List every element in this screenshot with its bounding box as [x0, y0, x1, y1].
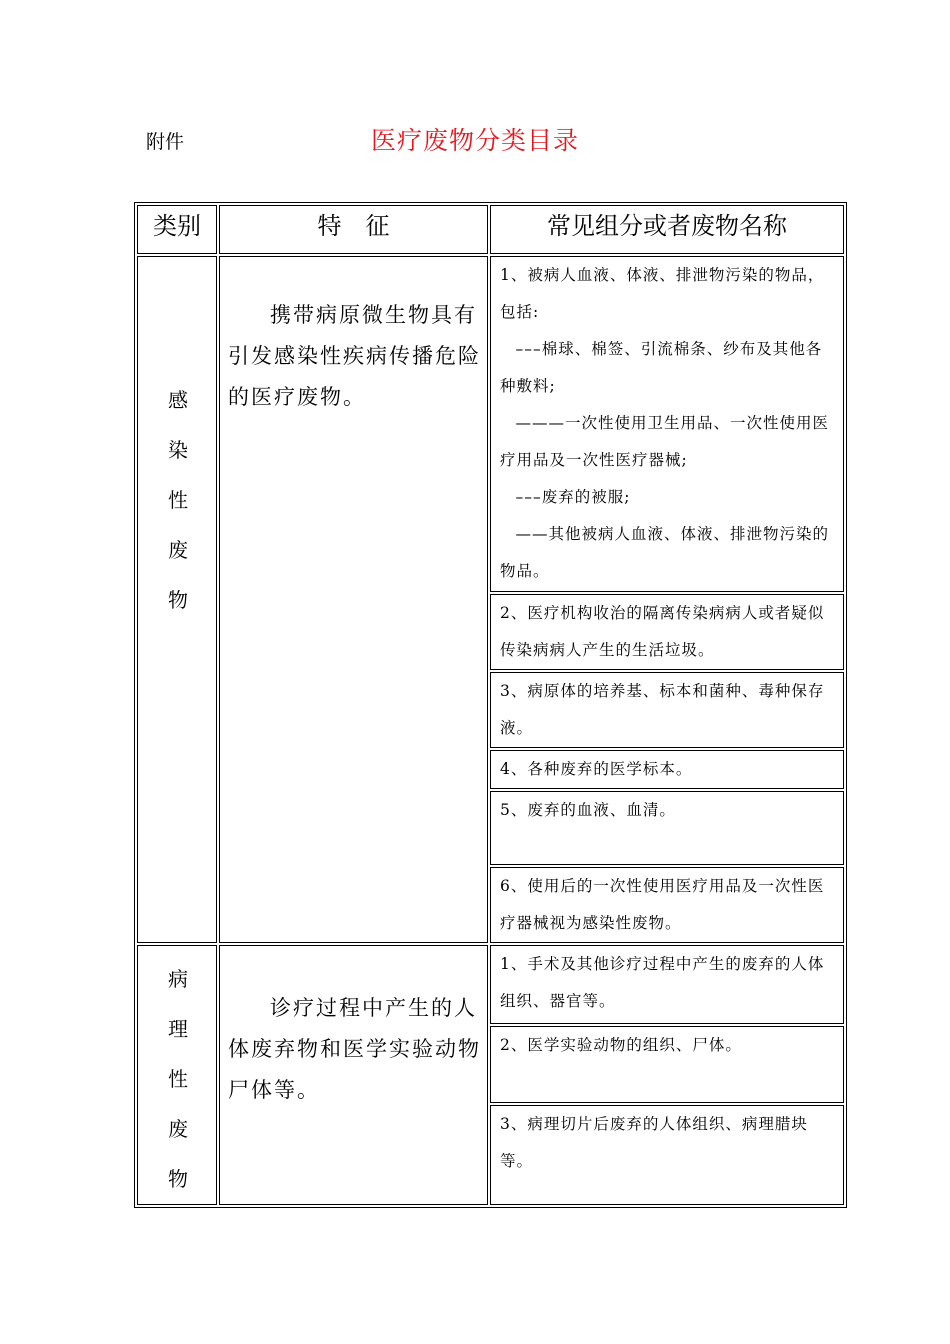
component-item: 2、医学实验动物的组织、尸体。	[500, 1036, 742, 1055]
table-row	[137, 945, 844, 1024]
component-cell	[490, 1105, 844, 1205]
category-name: 病理性废物	[168, 967, 188, 1191]
component-cell	[490, 945, 844, 1024]
component-subitem: –––棉球、棉签、引流棉条、纱布及其他各种敷料;	[500, 340, 823, 395]
document-title: 医疗废物分类目录	[370, 126, 579, 155]
component-item: 5、废弃的血液、血清。	[500, 801, 676, 819]
component-item: 1、手术及其他诊疗过程中产生的废弃的人体组织、器官等。	[500, 955, 825, 1010]
component-item: 3、病理切片后废弃的人体组织、病理腊块等。	[500, 1115, 808, 1171]
attachment-label: 附件	[146, 131, 185, 153]
component-item: 2、医疗机构收治的隔离传染病病人或者疑似传染病病人产生的生活垃圾。	[500, 604, 825, 659]
component-cell	[490, 256, 844, 592]
component-item: 1、被病人血液、体液、排泄物污染的物品，包括:	[500, 266, 825, 321]
component-cell	[490, 867, 844, 943]
column-header-category: 类别	[137, 205, 217, 254]
table-row	[137, 256, 844, 592]
category-cell	[137, 945, 217, 1205]
component-cell	[490, 750, 844, 789]
feature-cell	[219, 945, 488, 1205]
component-cell	[490, 594, 844, 670]
component-cell	[490, 1026, 844, 1103]
feature-text: 诊疗过程中产生的人体废弃物和医学实验动物尸体等。	[228, 996, 481, 1102]
feature-cell	[219, 256, 488, 943]
component-item: 3、病原体的培养基、标本和菌种、毒种保存液。	[500, 682, 825, 737]
feature-text: 携带病原微生物具有引发感染性疾病传播危险的医疗废物。	[228, 303, 481, 409]
waste-classification-table	[134, 202, 847, 1208]
column-header-feature: 特 征	[219, 205, 488, 254]
component-subitem: ——其他被病人血液、体液、排泄物污染的物品。	[500, 525, 830, 580]
component-cell	[490, 791, 844, 865]
component-cell	[490, 672, 844, 748]
component-item: 6、使用后的一次性使用医疗用品及一次性医疗器械视为感染性废物。	[500, 877, 825, 932]
category-name: 感染性废物	[168, 388, 188, 612]
category-cell	[137, 256, 217, 943]
column-header-components: 常见组分或者废物名称	[490, 205, 844, 254]
component-item: 4、各种废弃的医学标本。	[500, 760, 693, 778]
table-header-row	[137, 205, 844, 254]
component-subitem: ———一次性使用卫生用品、一次性使用医疗用品及一次性医疗器械;	[500, 414, 830, 469]
component-subitem: –––废弃的被服;	[515, 488, 631, 506]
